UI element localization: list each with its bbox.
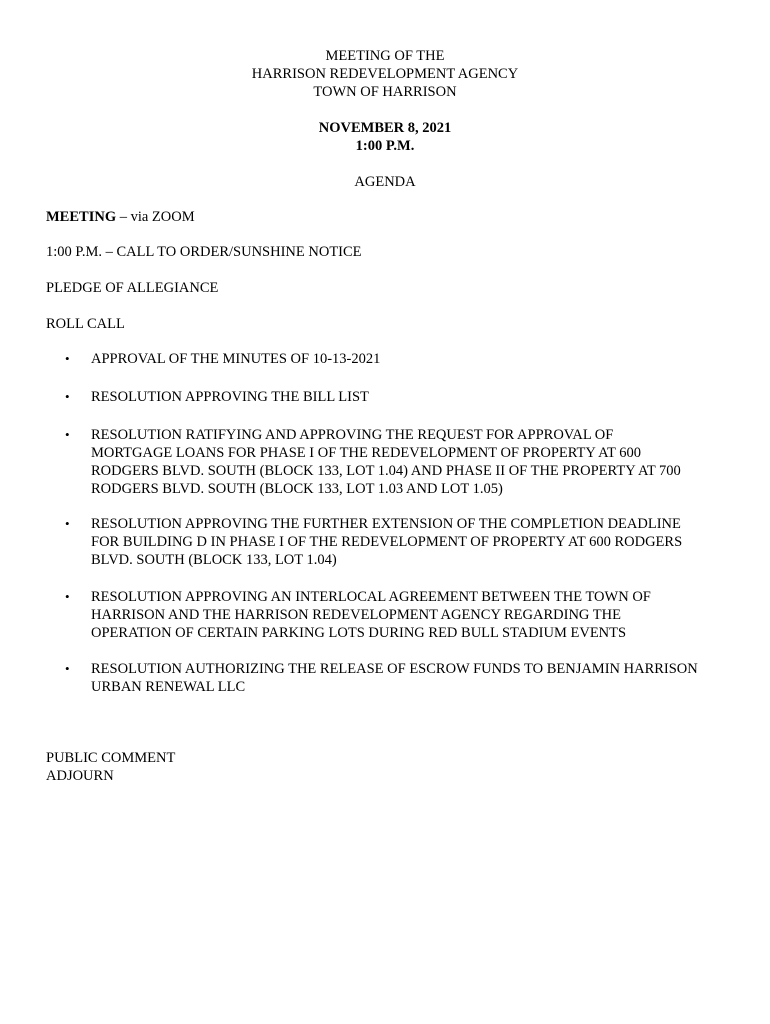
agenda-item-line: RESOLUTION APPROVING THE BILL LIST <box>91 389 369 405</box>
header-line-town: TOWN OF HARRISON <box>313 84 457 100</box>
meeting-label: MEETING <box>46 209 117 225</box>
agenda-item-line: HARRISON AND THE HARRISON REDEVELOPMENT AGENCY REGARDING THE <box>91 607 621 623</box>
agenda-item-text <box>91 515 731 569</box>
pledge-line: PLEDGE OF ALLEGIANCE <box>46 280 219 296</box>
agenda-heading: AGENDA <box>354 174 416 190</box>
agenda-item-line: RESOLUTION APPROVING AN INTERLOCAL AGREEMENT BETWEEN THE TOWN OF <box>91 589 651 605</box>
agenda-item-line: URBAN RENEWAL LLC <box>91 679 246 695</box>
call-to-order-line: 1:00 P.M. – CALL TO ORDER/SUNSHINE NOTICE <box>46 244 362 260</box>
roll-call-line: ROLL CALL <box>46 316 125 332</box>
agenda-item-line: OPERATION OF CERTAIN PARKING LOTS DURING RED BULL STADIUM EVENTS <box>91 625 627 641</box>
agenda-item-text <box>91 388 731 406</box>
agenda-item-text <box>91 350 731 368</box>
bullet-icon: • <box>65 351 70 366</box>
agenda-item-text <box>91 588 731 642</box>
agenda-item-text <box>91 426 731 498</box>
header-line-agency: HARRISON REDEVELOPMENT AGENCY <box>251 66 519 82</box>
agenda-item-line: APPROVAL OF THE MINUTES OF 10-13-2021 <box>91 351 381 367</box>
document-header <box>0 47 770 101</box>
bullet-icon: • <box>65 661 70 676</box>
bullet-icon: • <box>65 427 70 442</box>
meeting-detail: – via ZOOM <box>116 209 195 225</box>
agenda-item-line: RESOLUTION AUTHORIZING THE RELEASE OF ESCROW FUNDS TO BENJAMIN HARRISON <box>91 661 698 677</box>
meeting-datetime <box>0 119 770 155</box>
public-comment-line: PUBLIC COMMENT <box>46 750 176 766</box>
bullet-icon: • <box>65 589 70 604</box>
agenda-item-line: RESOLUTION APPROVING THE FURTHER EXTENSION OF THE COMPLETION DEADLINE <box>91 516 681 532</box>
meeting-mode-line <box>46 208 195 226</box>
agenda-item-line: RESOLUTION RATIFYING AND APPROVING THE REQUEST FOR APPROVAL OF <box>91 427 614 443</box>
header-line-meeting-of: MEETING OF THE <box>325 48 445 64</box>
meeting-date: NOVEMBER 8, 2021 <box>318 120 452 136</box>
agenda-item-line: BLVD. SOUTH (BLOCK 133, LOT 1.04) <box>91 552 337 568</box>
agenda-item-line: RODGERS BLVD. SOUTH (BLOCK 133, LOT 1.03 AND LOT 1.05) <box>91 481 503 497</box>
agenda-item-text <box>91 660 731 696</box>
agenda-item-line: RODGERS BLVD. SOUTH (BLOCK 133, LOT 1.04) AND PHASE II OF THE PROPERTY AT 700 <box>91 463 681 479</box>
agenda-item-line: FOR BUILDING D IN PHASE I OF THE REDEVELOPMENT OF PROPERTY AT 600 RODGERS <box>91 534 683 550</box>
agenda-item-line: MORTGAGE LOANS FOR PHASE I OF THE REDEVELOPMENT OF PROPERTY AT 600 <box>91 445 641 461</box>
bullet-icon: • <box>65 389 70 404</box>
meeting-time: 1:00 P.M. <box>355 138 415 154</box>
adjourn-line: ADJOURN <box>46 768 114 784</box>
bullet-icon: • <box>65 516 70 531</box>
